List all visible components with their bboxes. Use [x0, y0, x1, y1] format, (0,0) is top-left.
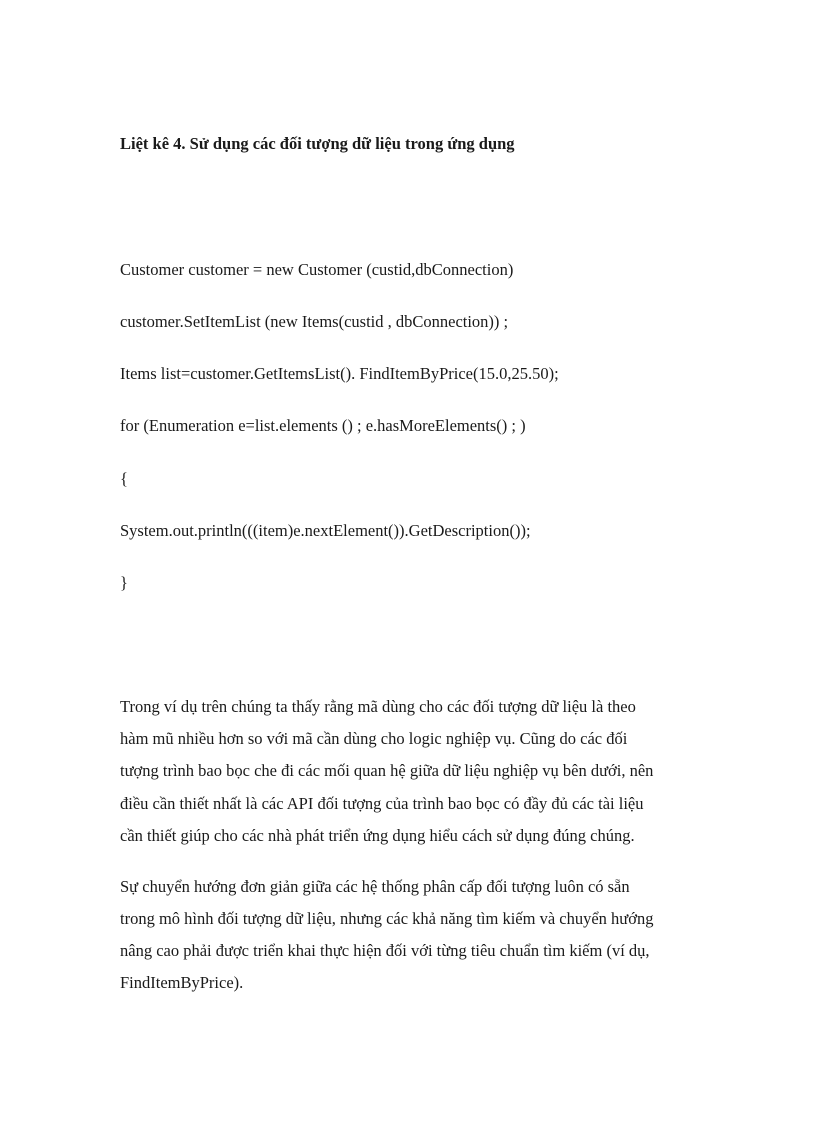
code-line: Items list=customer.GetItemsList(). FindItemByPrice(15.0,25.50);: [120, 364, 559, 383]
paragraph-2-line: Sự chuyển hướng đơn giản giữa các hệ thống phân cấp đối tượng luôn có sẵn: [120, 877, 630, 896]
paragraph-2-line: FindItemByPrice).: [120, 973, 244, 992]
paragraph-2-line: trong mô hình đối tượng dữ liệu, nhưng các khả năng tìm kiếm và chuyển hướng: [120, 909, 654, 928]
paragraph-1-line: điều cần thiết nhất là các API đối tượng của trình bao bọc có đầy đủ các tài liệu: [120, 794, 644, 813]
code-line: {: [120, 469, 128, 488]
paragraph-1-line: Trong ví dụ trên chúng ta thấy rằng mã dùng cho các đối tượng dữ liệu là theo: [120, 697, 636, 716]
paragraph-1-line: cần thiết giúp cho các nhà phát triển ứng dụng hiểu cách sử dụng đúng chúng.: [120, 826, 635, 845]
code-line: customer.SetItemList (new Items(custid , dbConnection)) ;: [120, 312, 509, 331]
paragraph-1-line: tượng trình bao bọc che đi các mối quan hệ giữa dữ liệu nghiệp vụ bên dưới, nên: [120, 761, 654, 780]
code-line: }: [120, 573, 128, 592]
listing-heading: Liệt kê 4. Sử dụng các đối tượng dữ liệu trong ứng dụng: [120, 134, 515, 153]
code-line: Customer customer = new Customer (custid,dbConnection): [120, 260, 514, 279]
code-line: System.out.println(((item)e.nextElement()).GetDescription());: [120, 521, 531, 540]
code-line: for (Enumeration e=list.elements () ; e.hasMoreElements() ; ): [120, 416, 526, 435]
paragraph-1-line: hàm mũ nhiều hơn so với mã cần dùng cho logic nghiệp vụ. Cũng do các đối: [120, 729, 628, 748]
paragraph-2-line: nâng cao phải được triển khai thực hiện đối với từng tiêu chuẩn tìm kiếm (ví dụ,: [120, 941, 650, 960]
